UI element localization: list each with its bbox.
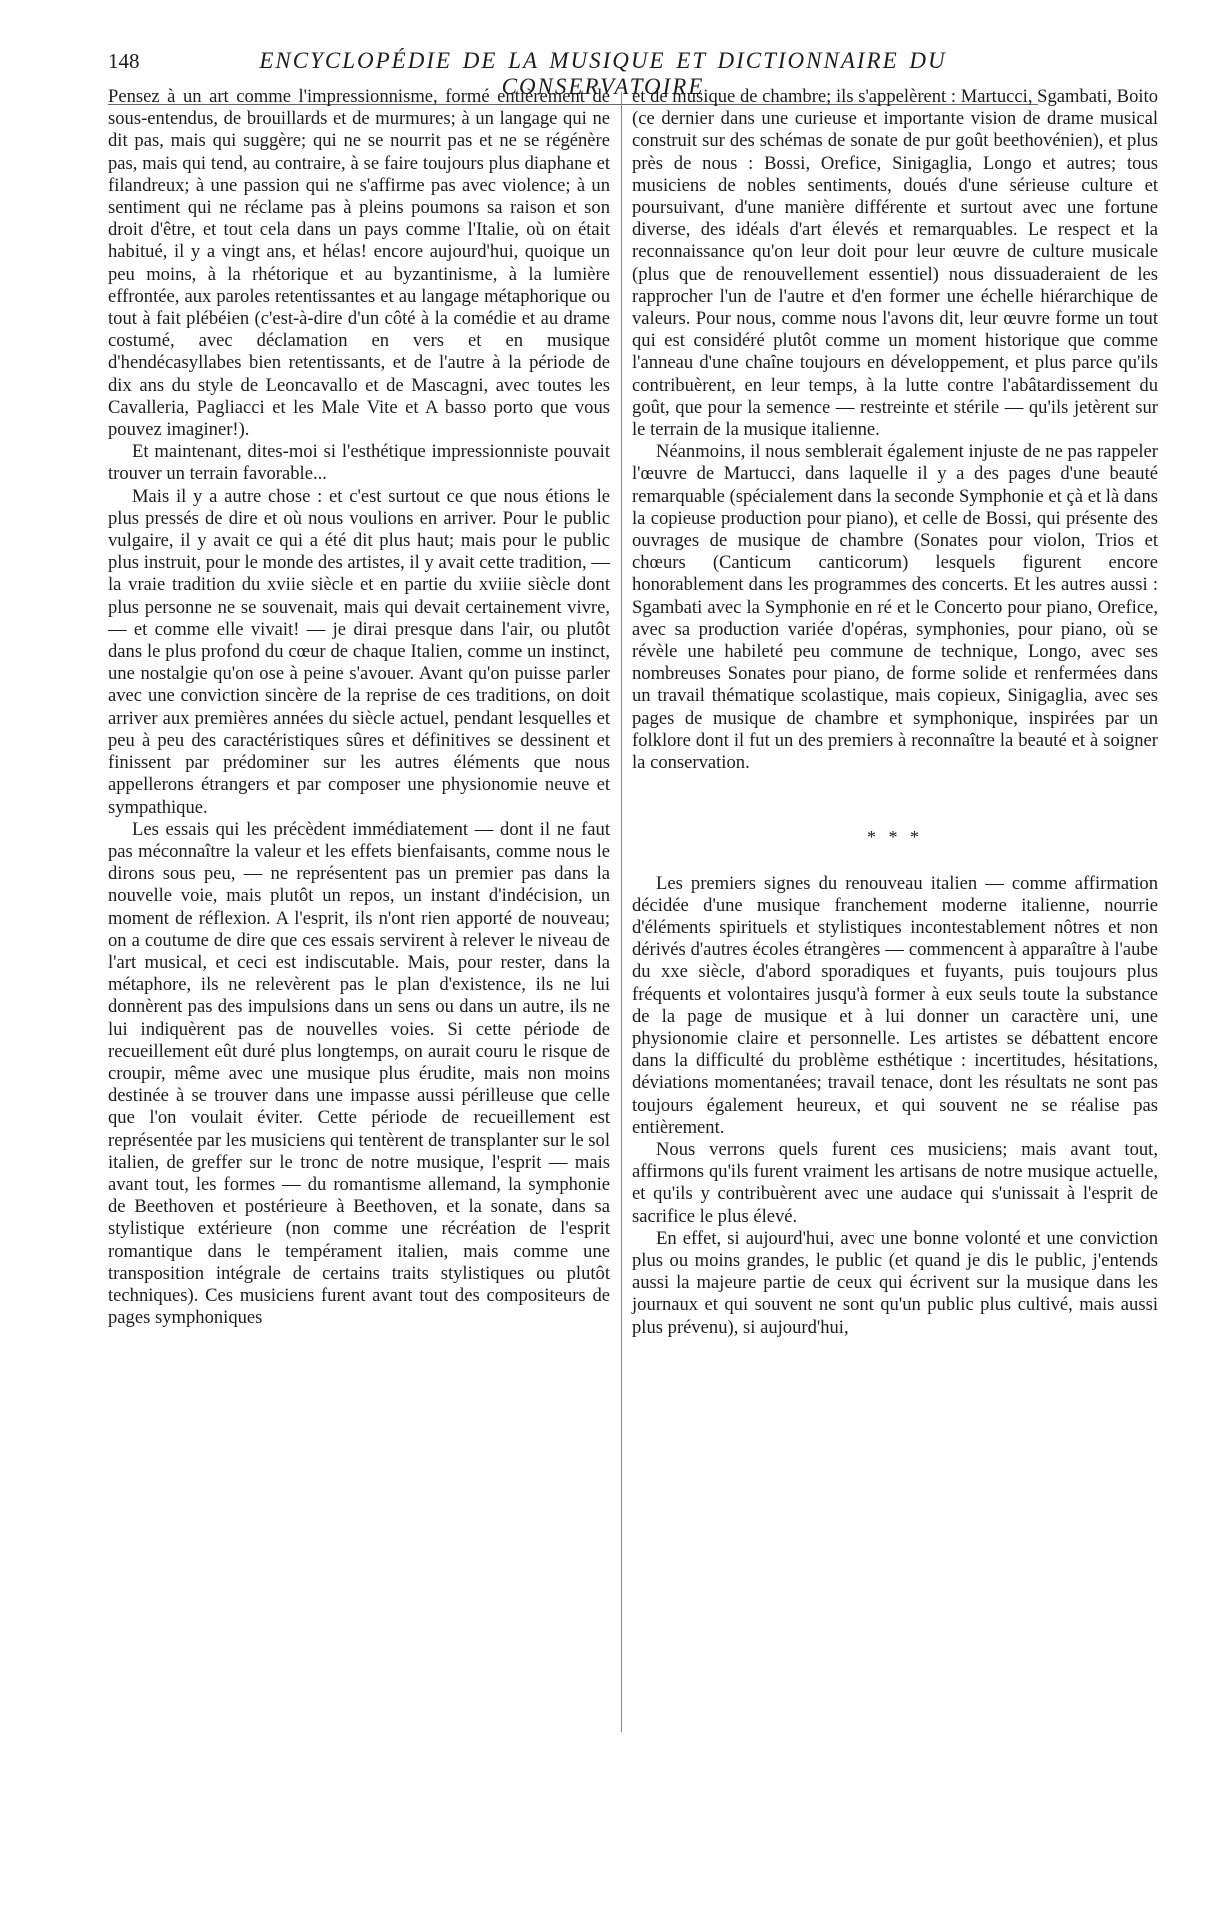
paragraph: Mais il y a autre chose : et c'est surtout ce que nous étions le plus pressés de dire et où nous voulions en arriver. Pour le public vulgaire, il y avait ce qui a été dit plus haut; mais pour le public plus instruit, pour le monde des artistes, il y avait cette tradition, — la vraie tradition du xviie siècle et en partie du xviiie siècle dont plus personne ne se souvenait, mais qui devait certainement vivre, — et comme elle vivait! — je dirai presque dans l'air, ou plutôt dans le plus profond du cœur de chaque Italien, comme un instinct, une nostalgie qu'on ose à peine s'avouer. Avant qu'on puisse parler avec une conviction sincère de la reprise de ces traditions, on doit arriver aux premières années du siècle actuel, pendant lesquelles et peu à peu des caractéristiques sûres et définitives se dessinent et finissent par prédominer sur les autres éléments que nous appellerons étrangers et par composer une physionomie neuve et sympathique.: [108, 485, 610, 818]
page-number: 148: [108, 49, 140, 73]
paragraph: En effet, si aujourd'hui, avec une bonne volonté et une conviction plus ou moins grandes, le public (et quand je dis le public, j'entends aussi la majeure partie de ceux qui écrivent sur la musique dans les journaux et qui souvent ne sont qu'un public plus cultivé, mais aussi plus prévenu), si aujourd'hui,: [632, 1227, 1158, 1338]
paragraph: et de musique de chambre; ils s'appelèrent : Martucci, Sgambati, Boito (ce dernier dans une curieuse et importante vision de drame musical construit sur des schémas de sonate de pur goût beethovénien), et plus près de nous : Bossi, Orefice, Sinigaglia, Longo et autres; tous musiciens de nobles sentiments, doués d'une sérieuse culture et poursuivant, d'une manière différente et surtout avec une fortune diverse, des idéals d'art élevés et remarquables. Le respect et la reconnaissance qu'on leur doit pour leur œuvre de culture musicale (plus que de renouvellement essentiel) nous dissuaderaient de les rapprocher l'un de l'autre et d'en former une échelle hiérarchique de valeurs. Pour nous, comme nous l'avons dit, leur œuvre forme un tout qui est considéré plutôt comme un moment historique que comme l'anneau d'une chaîne toujours en développement, et plus parce qu'ils contribuèrent, en leur temps, à la lutte contre l'abâtardissement du goût, que pour la semence — restreinte et stérile — qu'ils jetèrent sur le terrain de la musique italienne.: [632, 86, 1158, 441]
section-break: * * *: [867, 827, 923, 848]
paragraph: Néanmoins, il nous semblerait également injuste de ne pas rappeler l'œuvre de Martucci, dans laquelle il y a des pages d'une beauté remarquable (spécialement dans la seconde Symphonie et çà et là dans la copieuse production pour piano), et celle de Bossi, qui présente des ouvrages de musique de chambre (Sonates pour violon, Trios et chœurs (Canticum canticorum) lesquels figurent encore honorablement dans les programmes des concerts. Et les autres aussi : Sgambati avec la Symphonie en ré et le Concerto pour piano, Orefice, avec sa production variée d'opéras, symphonies, pour piano, où se révèle une habileté peu commune de technique, Longo, avec ses nombreuses Sonates pour piano, de forme solide et renfermées dans un travail thématique scolastique, mais copieux, Sinigaglia, avec ses pages de musique de chambre et symphonique, inspirées par un folklore dont il fut un des premiers à reconnaître la beauté et à soigner la conservation.: [632, 441, 1158, 774]
running-title: ENCYCLOPÉDIE DE LA MUSIQUE ET DICTIONNAIRE DU CONSERVATOIRE: [259, 48, 947, 99]
paragraph: Les essais qui les précèdent immédiatement — dont il ne faut pas méconnaître la valeur et les effets bienfaisants, comme nous le dirons sous peu, — ne représentent pas un premier pas dans la nouvelle voie, mais plutôt un repos, un instant d'indécision, un moment de réflexion. A l'esprit, ils n'ont rien apporté de nouveau; on a coutume de dire que ces essais servirent à relever le niveau de l'art musical, et ceci est indiscutable. Mais, pour rester, dans la métaphore, ils ne relevèrent pas le plan d'existence, ils ne lui donnèrent pas des impulsions dans un sens ou dans un autre, ils ne lui indiquèrent pas de nouvelles voies. Si cette période de recueillement eût duré plus longtemps, on aurait couru le risque de croupir, même avec une musique plus érudite, mais non moins destinée à se trouver dans une impasse aussi périlleuse que celle que l'on voulait éviter. Cette période de recueillement est représentée par les musiciens qui tentèrent de transplanter sur le sol italien, de greffer sur le tronc de notre musique, l'esprit — mais avant tout, les formes — du romantisme allemand, la symphonie de Beethoven et postérieure à Beethoven, et la sonate, dans sa stylistique extérieure (non comme une récréation de l'esprit romantique dans le tempérament italien, mais comme une transposition intégrale de certains traits stylistiques ou plutôt techniques). Ces musiciens furent avant tout des compositeurs de pages symphoniques: [108, 818, 610, 1329]
paragraph: Et maintenant, dites-moi si l'esthétique impressionniste pouvait trouver un terrain favorable...: [108, 441, 610, 485]
paragraph: Pensez à un art comme l'impressionnisme, formé entièrement de sous-entendus, de brouillards et de murmures; à un langage qui ne dit pas, mais qui suggère; qui ne se nourrit pas et ne se régénère pas, mais qui tend, au contraire, à se faire toujours plus diaphane et filandreux; à une passion qui ne s'affirme pas avec violence; à un sentiment qui ne réclame pas à pleins poumons sa raison et son droit d'être, et tout cela dans un pays comme l'Italie, où on était habitué, il y a vingt ans, et hélas! encore aujourd'hui, quoique un peu moins, à la rhétorique et au byzantinisme, à la lumière effrontée, aux paroles retentissantes et au langage métaphorique ou tout à fait plébéien (c'est-à-dire d'un côté à la comédie et au drame costumé, avec déclamation en vers et en musique d'hendécasyllabes bien retentissants, et de l'autre à la période de dix ans du style de Leoncavallo et de Mascagni, avec toutes les Cavalleria, Pagliacci et les Male Vite et A basso porto que vous pouvez imaginer!).: [108, 86, 610, 441]
spacer: [632, 774, 1158, 808]
column-divider: [621, 92, 622, 1732]
left-column: [108, 86, 610, 1329]
paragraph: Les premiers signes du renouveau italien — comme affirmation décidée d'une musique franchement moderne italienne, nourrie d'éléments spirituels et stylistiques incontestablement nôtres et non dérivés d'autres écoles étrangères — commencent à apparaître à l'aube du xxe siècle, d'abord sporadiques et fuyants, puis toujours plus fréquents et volontaires jusqu'à former à eux seuls toute la substance de la page de musique et à lui donner un caractère uni, une physionomie claire et personnelle. Les artistes se débattent encore dans la difficulté du problème esthétique : incertitudes, hésitations, déviations momentanées; travail tenace, dont les résultats ne sont pas toujours également heureux, et qui souvent ne se réalise pas entièrement.: [632, 872, 1158, 1138]
right-column: [632, 86, 1158, 1339]
paragraph: Nous verrons quels furent ces musiciens; mais avant tout, affirmons qu'ils furent vraiment les artisans de notre musique actuelle, et qu'ils y contribuèrent avec une audace qui s'unissait à l'esprit de sacrifice le plus élevé.: [632, 1138, 1158, 1227]
